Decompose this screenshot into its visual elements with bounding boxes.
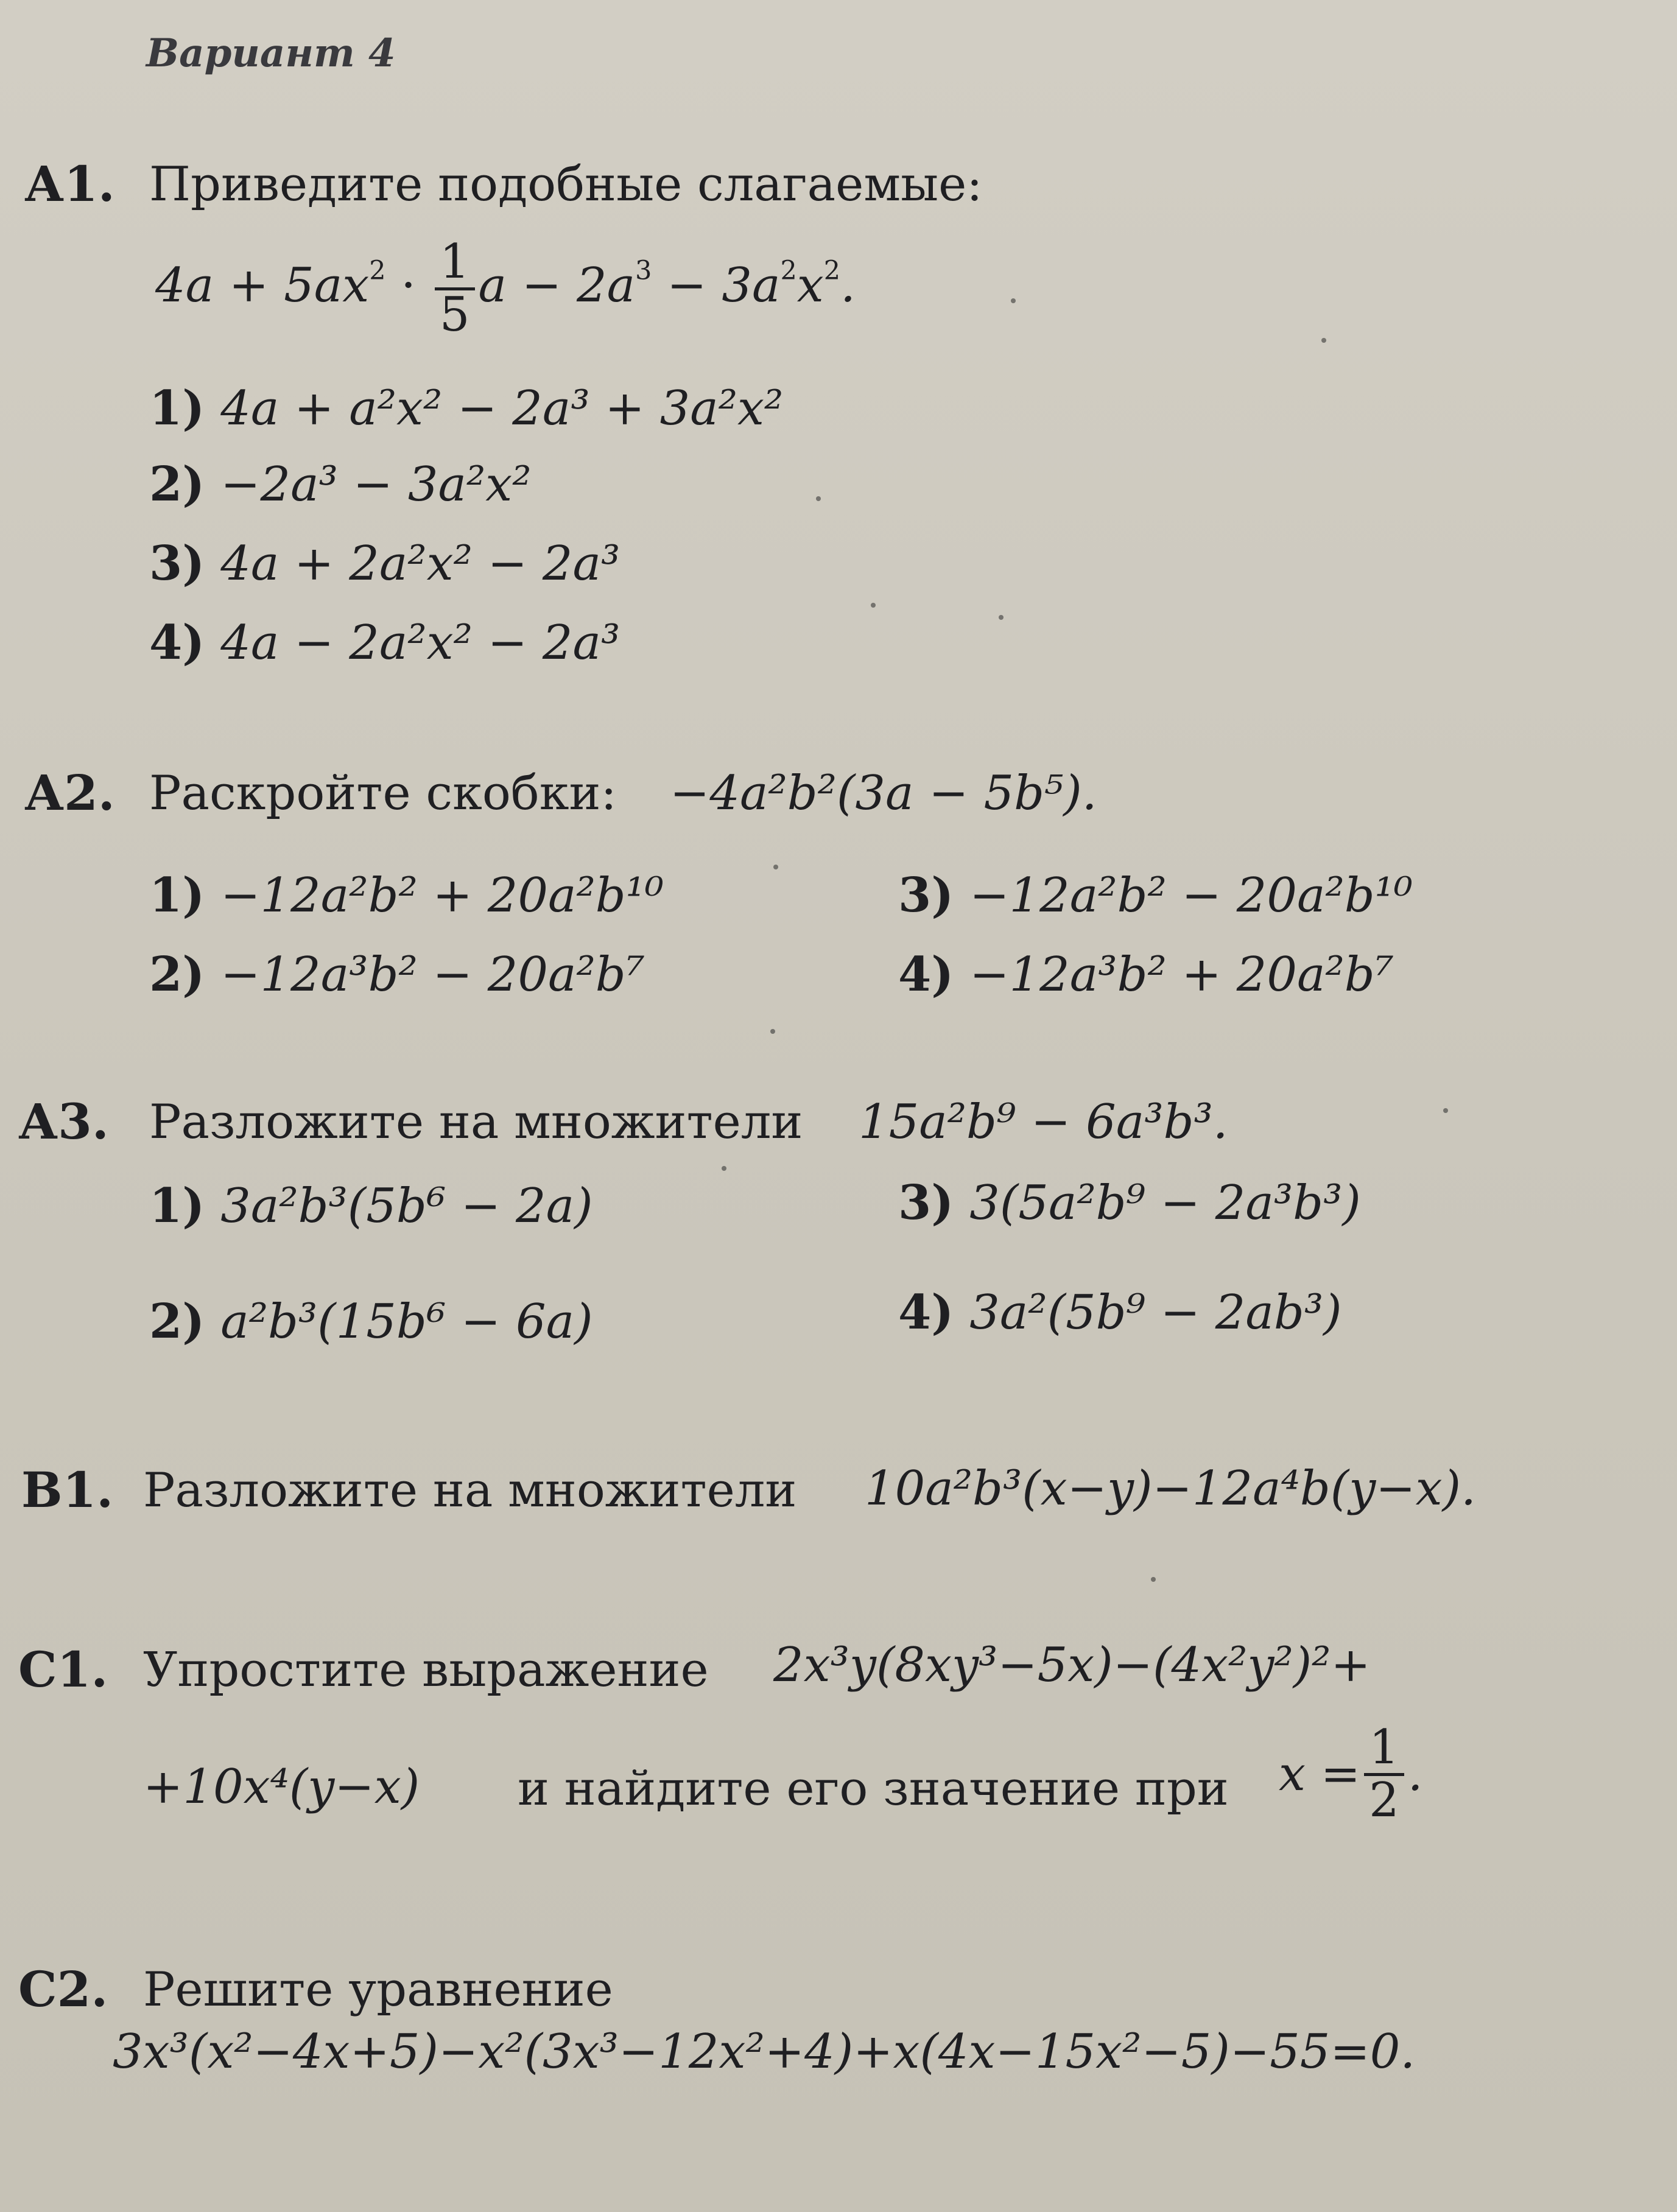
task-a3-answer-2: 2) a²b³(15b⁶ − 6a) [149, 1294, 593, 1349]
paper-speck [722, 1166, 726, 1171]
task-a2-title: Раскройте скобки: [149, 766, 617, 821]
paper-speck [999, 615, 1004, 620]
task-c2-label: С2. [18, 1961, 108, 2018]
task-c1-label: С1. [18, 1641, 108, 1698]
task-b1-label: В1. [21, 1461, 114, 1519]
task-a1-expr-part3: − 3a [652, 258, 781, 313]
paper-speck [770, 1029, 775, 1034]
task-a3-answer-4: 4) 3a²(5b⁹ − 2ab³) [898, 1285, 1342, 1340]
task-a1-expr-end: . [840, 258, 856, 313]
task-a1-label: А1. [24, 155, 115, 212]
task-c2-expression: 3x³(x²−4x+5)−x²(3x³−12x²+4)+x(4x−15x²−5)−55=0. [113, 2024, 1416, 2079]
paper-speck [871, 603, 876, 608]
task-a1-expr-part2: a − 2a [478, 258, 636, 313]
task-a1-expr-part4: x [796, 258, 824, 313]
task-a2-label: А2. [24, 764, 115, 821]
task-c2-title: Решите уравнение [143, 1962, 613, 2017]
task-c1-expression-line2: +10x⁴(y−x) [143, 1760, 420, 1814]
task-c1-x-eq: x = [1279, 1747, 1361, 1802]
task-c1-x-value [1279, 1720, 1423, 1828]
task-c1-fraction [1364, 1720, 1404, 1828]
task-a3-label: А3. [18, 1093, 109, 1150]
paper-speck [1321, 338, 1326, 343]
task-a3-title: Разложите на множители [149, 1095, 803, 1150]
variant-heading: Вариант 4 [146, 30, 396, 76]
task-a2-answer-2: 2) −12a³b² − 20a²b⁷ [149, 947, 645, 1002]
task-c1-title: Упростите выражение [143, 1643, 709, 1698]
paper-speck [816, 496, 821, 501]
task-b1-title: Разложите на множители [143, 1463, 797, 1518]
paper-speck [773, 865, 778, 869]
task-a3-expression: 15a²b⁹ − 6a³b³. [859, 1095, 1228, 1150]
task-a2-answer-4: 4) −12a³b² + 20a²b⁷ [898, 947, 1394, 1002]
task-a1-answer-2: 2) −2a³ − 3a²x² [149, 457, 532, 512]
task-a1-frac-num: 1 [435, 237, 475, 290]
paper-speck [1151, 1577, 1156, 1582]
task-a1-frac-den: 5 [439, 287, 470, 342]
task-a3-answer-1: 1) 3a²b³(5b⁶ − 2a) [149, 1178, 593, 1234]
task-a2-answer-1: 1) −12a²b² + 20a²b¹⁰ [149, 868, 664, 923]
task-c1-mid-text: и найдите его значение при [518, 1761, 1229, 1816]
task-a1-answer-4: 4) 4a − 2a²x² − 2a³ [149, 615, 621, 670]
task-a1-answer-1: 1) 4a + a²x² − 2a³ + 3a²x² [149, 381, 784, 436]
paper-speck [1011, 298, 1016, 303]
task-a2-answer-3: 3) −12a²b² − 20a²b¹⁰ [898, 868, 1413, 923]
task-a3-answer-3: 3) 3(5a²b⁹ − 2a³b³) [898, 1175, 1361, 1231]
paper-speck [1443, 1108, 1448, 1113]
task-a1-expression: $4a + 5ax^2$ · $\frac{1}{5}$ $a - 2a^3 - 3a^2x^2$. [155, 234, 856, 342]
task-a1-title: Приведите подобные слагаемые: [149, 157, 983, 212]
task-a1-answer-3: 3) 4a + 2a²x² − 2a³ [149, 536, 621, 591]
task-c1-end: . [1407, 1747, 1423, 1802]
task-a2-expression: −4a²b²(3a − 5b⁵). [670, 766, 1097, 821]
task-a1-fraction [435, 234, 475, 342]
task-a1-expr-part1: 4a + 5ax [155, 258, 370, 313]
task-c1-frac-den: 2 [1369, 1772, 1399, 1828]
task-c1-frac-num: 1 [1364, 1723, 1404, 1776]
task-c1-expression-line1: 2x³y(8xy³−5x)−(4x²y²)²+ [773, 1638, 1371, 1693]
task-b1-expression: 10a²b³(x−y)−12a⁴b(y−x). [865, 1461, 1476, 1516]
